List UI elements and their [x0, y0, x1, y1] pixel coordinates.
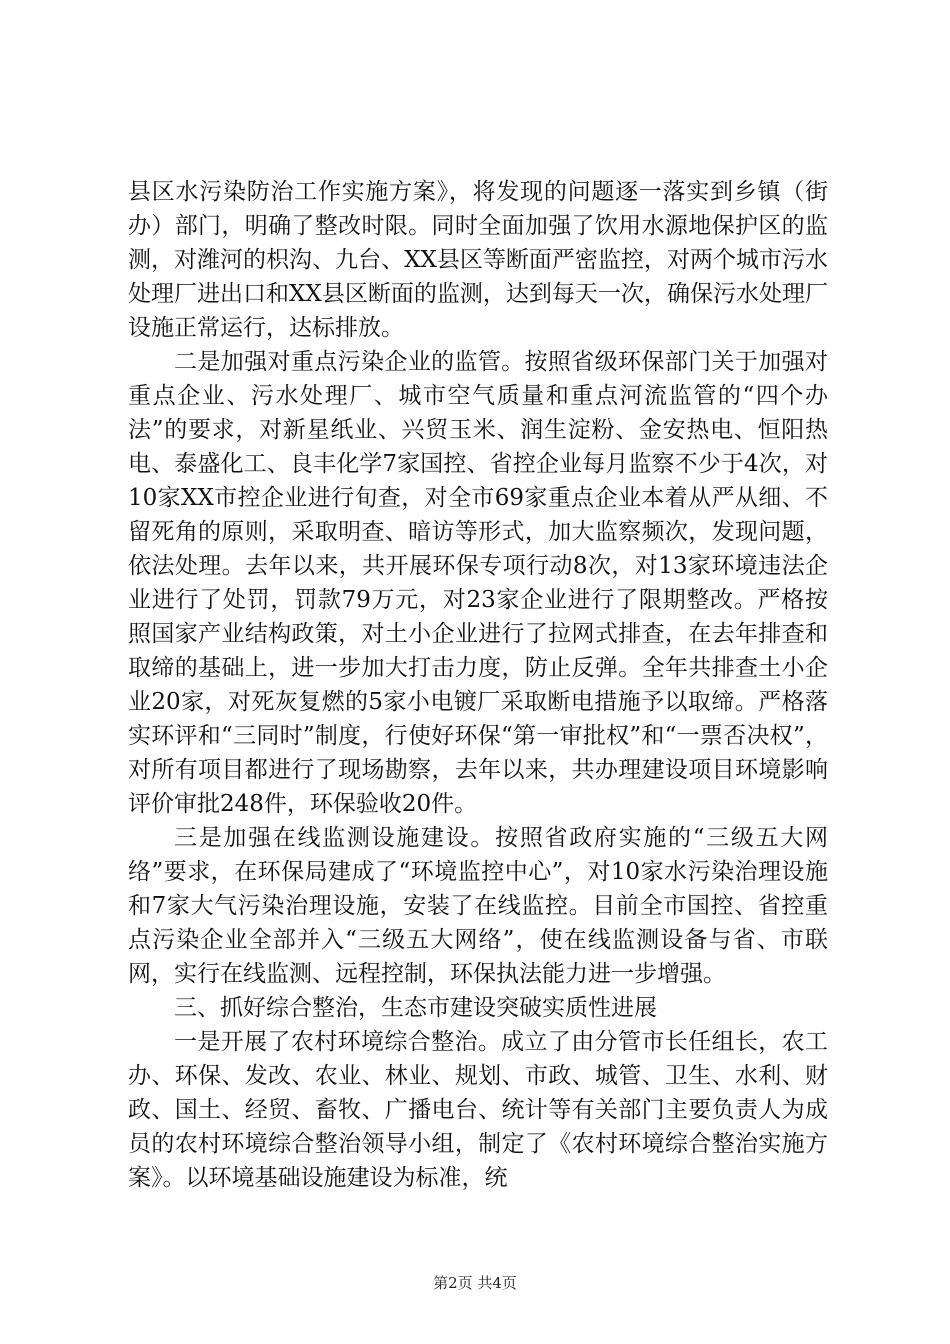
page-footer: 第2页 共4页	[433, 1274, 517, 1292]
paragraph-online-monitoring: 三是加强在线监测设施建设。按照省政府实施的“三级五大网络”要求，在环保局建成了“环境监控中心”，对10家水污染治理设施和7家大气污染治理设施，安装了在线监控。目前全市国控、省控重点污染企业全部并入“三级五大网络”，使在线监测设备与省、市联网，实行在线监测、远程控制，环保执法能力进一步增强。	[128, 825, 828, 987]
paragraph-rural-environment: 一是开展了农村环境综合整治。成立了由分管市长任组长，农工办、环保、发改、农业、林业、规划、市政、城管、卫生、水利、财政、国土、经贸、畜牧、广播电台、统计等有关部门主要负责人为成员的农村环境综合整治领导小组，制定了《农村环境综合整治实施方案》。以环境基础设施建设为标准，统	[128, 1029, 828, 1191]
document-body	[128, 175, 828, 1195]
paragraph-continuation: 县区水污染防治工作实施方案》，将发现的问题逐一落实到乡镇（街办）部门，明确了整改时限。同时全面加强了饮用水源地保护区的监测，对潍河的枳沟、九台、XX县区等断面严密监控，对两个城市污水处理厂进出口和XX县区断面的监测，达到每天一次，确保污水处理厂设施正常运行，达标排放。	[128, 179, 828, 341]
paragraph-key-enterprise-supervision: 二是加强对重点污染企业的监管。按照省级环保部门关于加强对重点企业、污水处理厂、城市空气质量和重点河流监管的“四个办法”的要求，对新星纸业、兴贸玉米、润生淀粉、金安热电、恒阳热电、泰盛化工、良丰化学7家国控、省控企业每月监察不少于4次，对10家XX市控企业进行旬查，对全市69家重点企业本着从严从细、不留死角的原则，采取明查、暗访等形式，加大监察频次，发现问题，依法处理。去年以来，共开展环保专项行动8次，对13家环境违法企业进行了处罚，罚款79万元，对23家企业进行了限期整改。严格按照国家产业结构政策，对土小企业进行了拉网式排查，在去年排查和取缔的基础上，进一步加大打击力度，防止反弹。全年共排查土小企业20家，对死灰复燃的5家小电镀厂采取断电措施予以取缔。严格落实环评和“三同时”制度，行使好环保“第一审批权”和“一票否决权”，对所有项目都进行了现场勘察，去年以来，共办理建设项目环境影响评价审批248件，环保验收20件。	[128, 349, 828, 817]
section-heading-comprehensive-treatment: 三、抓好综合整治，生态市建设突破实质性进展	[174, 995, 657, 1021]
